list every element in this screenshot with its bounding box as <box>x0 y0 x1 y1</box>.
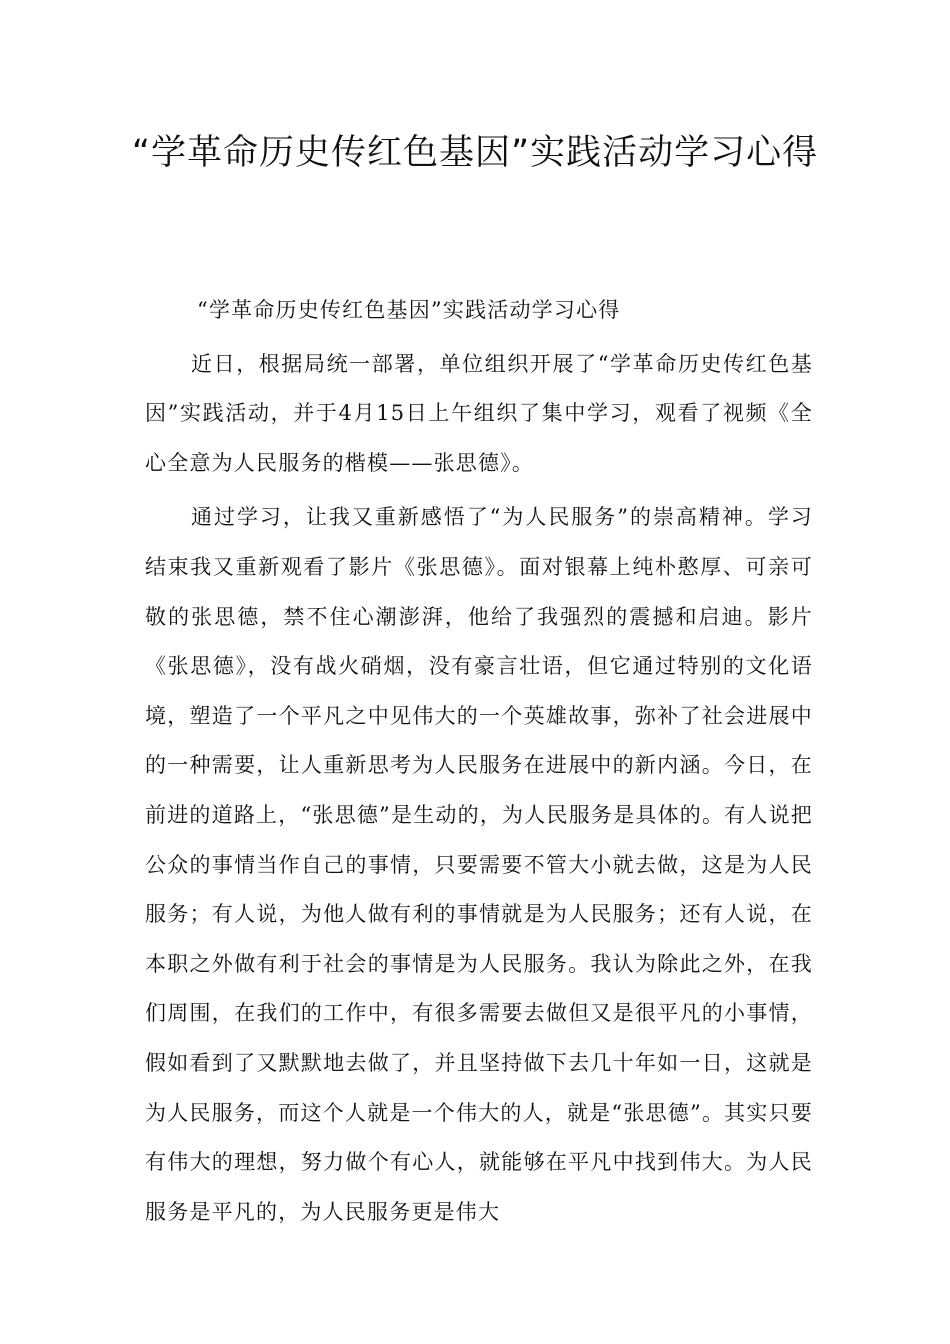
document-body <box>145 286 813 1242</box>
paragraph-1: 近日，根据局统一部署，单位组织开展了“学革命历史传红色基因”实践活动，并于4月15日上午组织了集中学习，观看了视频《全心全意为人民服务的楷模——张思德》。 <box>145 351 813 475</box>
paragraph-2: 通过学习，让我又重新感悟了“为人民服务”的崇高精神。学习结束我又重新观看了影片《张思德》。面对银幕上纯朴憨厚、可亲可敬的张思德，禁不住心潮澎湃，他给了我强烈的震撼和启迪。影片《张思德》，没有战火硝烟，没有豪言壮语，但它通过特别的文化语境，塑造了一个平凡之中见伟大的一个英雄故事，弥补了社会进展中的一种需要，让人重新思考为人民服务在进展中的新内涵。今日，在前进的道路上，“张思德”是生动的，为人民服务是具体的。有人说把公众的事情当作自己的事情，只要需要不管大小就去做，这是为人民服务；有人说，为他人做有利的事情就是为人民服务；还有人说，在本职之外做有利于社会的事情是为人民服务。我认为除此之外，在我们周围，在我们的工作中，有很多需要去做但又是很平凡的小事情，假如看到了又默默地去做了，并且坚持做下去几十年如一日，这就是为人民服务，而这个人就是一个伟大的人，就是“张思德”。其实只要有伟大的理想，努力做个有心人，就能够在平凡中找到伟大。为人民服务是平凡的，为人民服务更是伟大 <box>145 505 813 1224</box>
document-subtitle: “学革命历史传红色基因”实践活动学习心得 <box>197 298 621 322</box>
document-title: “学革命历史传红色基因”实践活动学习心得 <box>131 133 819 173</box>
